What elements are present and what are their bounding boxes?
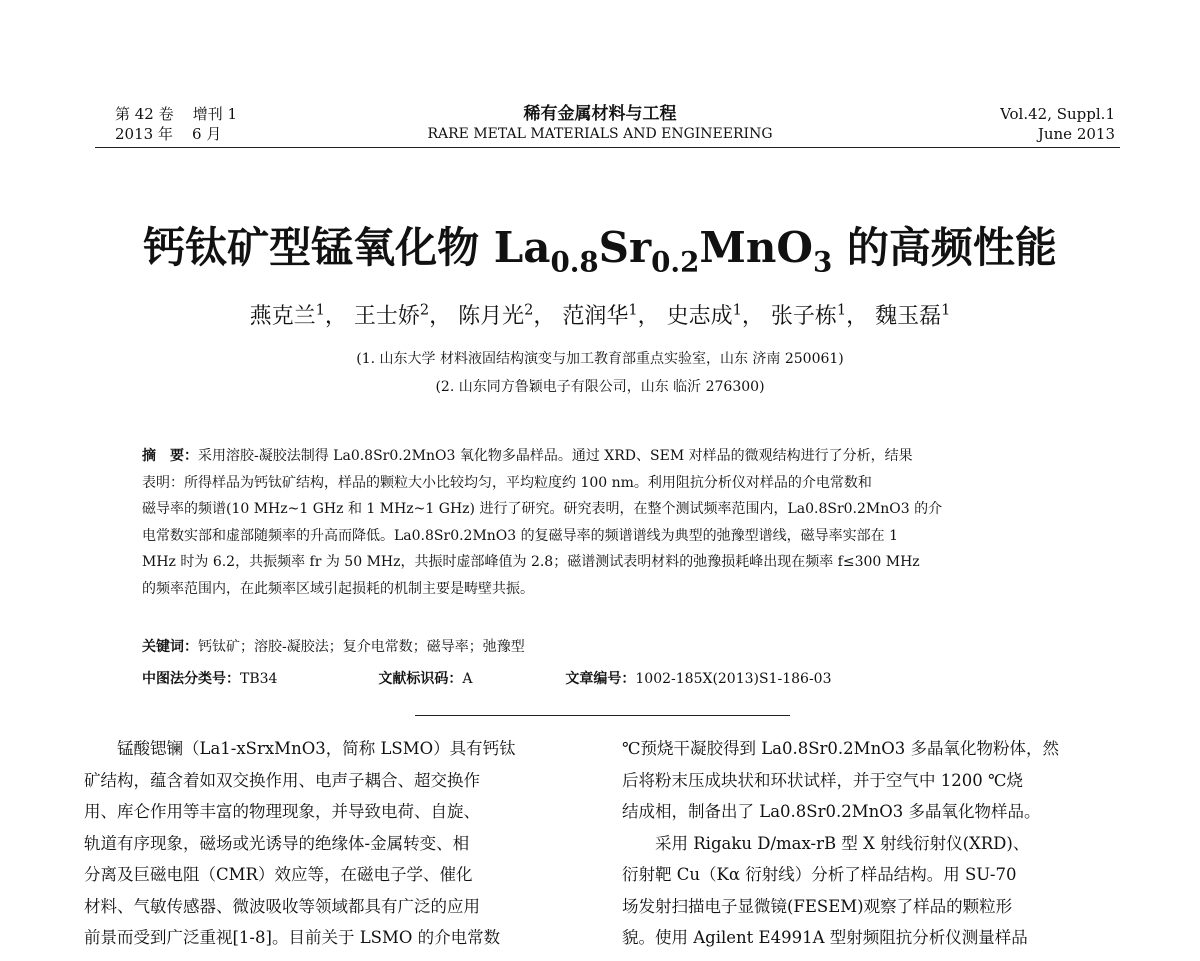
doc-code-value: A (462, 671, 473, 687)
paper-title (0, 220, 1200, 279)
header-volume: 第 42 卷 (115, 105, 174, 123)
left-column (84, 733, 594, 954)
abstract-label: 摘 要： (142, 448, 198, 464)
journal-name-en: RARE METAL MATERIALS AND ENGINEERING (427, 126, 773, 142)
section-divider (415, 715, 790, 716)
clc-value: TB34 (240, 671, 278, 687)
affiliation-2: (2. 山东同方鲁颖电子有限公司，山东 临沂 276300) (435, 379, 765, 395)
clc-label: 中图法分类号： (142, 671, 240, 687)
body-line: 矿结构，蕴含着如双交换作用、电声子耦合、超交换作 (84, 770, 480, 790)
affiliation-1: (1. 山东大学 材料液固结构演变与加工教育部重点实验室，山东 济南 250061) (356, 351, 844, 367)
journal-name-cn: 稀有金属材料与工程 (523, 104, 677, 124)
classification-line (142, 668, 1077, 690)
header-date-en: June 2013 (1037, 125, 1115, 143)
body-line: 采用 Rigaku D/max-rB 型 X 射线衍射仪(XRD)、 (622, 833, 1030, 853)
author: 陈月光$^2$ (458, 302, 534, 329)
abstract (142, 443, 1077, 603)
author: 王士娇$^2$ (353, 302, 430, 329)
body-line: 前景而受到广泛重视[1-8]。目前关于 LSMO 的介电常数 (84, 928, 501, 947)
header-left (115, 104, 237, 144)
abstract-line: 摘 要：采用溶胶-凝胶法制得 La0.8Sr0.2MnO3 氧化物多晶样品。通过 XRD、SEM 对样品的微观结构进行了分析，结果 (142, 448, 913, 464)
body-line: 场发射扫描电子显微镜(FESEM)观察了样品的颗粒形 (622, 896, 1013, 916)
header-month: 6 月 (192, 125, 222, 143)
abstract-line: 磁导率的频谱(10 MHz~1 GHz 和 1 MHz~1 GHz) 进行了研究。研究表明，在整个测试频率范围内，La0.8Sr0.2MnO3 的介 (142, 501, 943, 518)
header-volume-en: Vol.42, Suppl.1 (1000, 105, 1115, 123)
abstract-line: 电常数实部和虚部随频率的升高而降低。La0.8Sr0.2MnO3 的复磁导率的频谱谱线为典型的弛豫型谱线，磁导率实部在 1 (142, 527, 898, 544)
header-right (900, 104, 1115, 144)
body-line: 轨道有序现象，磁场或光诱导的绝缘体-金属转变、相 (84, 833, 470, 853)
body-line: 锰酸锶镧（La1-xSrxMnO3，简称 LSMO）具有钙钛 (84, 739, 516, 758)
formula-la: La (493, 223, 551, 272)
formula-sub-2: 0.2 (651, 245, 700, 279)
title-suffix: 的高频性能 (832, 223, 1057, 272)
formula-sub-1: 0.8 (550, 245, 599, 279)
author: 魏玉磊$^1$ (875, 302, 951, 329)
header-center (380, 104, 820, 144)
right-column (622, 733, 1122, 954)
body-line: 衍射靶 Cu（Kα 衍射线）分析了样品结构。用 SU-70 (622, 865, 1017, 884)
header-year: 2013 年 (115, 125, 173, 143)
author: 燕克兰$^1$ (249, 302, 325, 329)
title-prefix: 钙钛矿型锰氧化物 (143, 223, 494, 272)
author: 张子栋$^1$ (770, 302, 847, 329)
abstract-line: 表明：所得样品为钙钛矿结构，样品的颗粒大小比较均匀，平均粒度约 100 nm。利用阻抗分析仪对样品的介电常数和 (142, 474, 872, 491)
formula-sub-3: 3 (813, 245, 833, 279)
body-line: 材料、气敏传感器、微波吸收等领域都具有广泛的应用 (84, 896, 480, 916)
abstract-line: 的频率范围内，在此频率区域引起损耗的机制主要是畴壁共振。 (142, 580, 534, 597)
author: 史志成$^1$ (666, 302, 742, 329)
keywords-text: 钙钛矿；溶胶-凝胶法；复介电常数；磁导率；弛豫型 (198, 639, 525, 655)
doc-code-label: 文献标识码： (378, 671, 463, 687)
body-line: ℃预烧干凝胶得到 La0.8Sr0.2MnO3 多晶氧化物粉体，然 (622, 739, 1059, 758)
formula-mno: MnO (699, 223, 813, 272)
body-line: 用、库仑作用等丰富的物理现象，并导致电荷、自旋、 (84, 802, 480, 821)
author-list: 燕克兰$^1$， 王士娇$^2$， 陈月光$^2$， 范润华$^1$， 史志成$^1$， 张子栋$^1$， 魏玉磊$^1$ (249, 302, 951, 329)
keywords-label: 关键词： (142, 639, 198, 655)
author: 范润华$^1$ (562, 302, 638, 329)
abstract-line: MHz 时为 6.2，共振频率 fr 为 50 MHz，共振时虚部峰值为 2.8；磁谱测试表明材料的弛豫损耗峰出现在频率 f≤300 MHz (142, 554, 920, 571)
body-line: 分离及巨磁电阻（CMR）效应等，在磁电子学、催化 (84, 865, 473, 884)
formula-sr: Sr (598, 223, 652, 272)
body-line: 结成相，制备出了 La0.8Sr0.2MnO3 多晶氧化物样品。 (622, 802, 1041, 821)
article-number-value: 1002-185X(2013)S1-186-03 (635, 671, 832, 687)
header-supplement: 增刊 1 (192, 105, 238, 123)
article-number-label: 文章编号： (565, 671, 636, 687)
body-line: 貌。使用 Agilent E4991A 型射频阻抗分析仪测量样品 (622, 928, 1028, 947)
keywords (142, 636, 1077, 658)
body-line: 后将粉末压成块状和环状试样，并于空气中 1200 ℃烧 (622, 770, 1023, 790)
header-rule (95, 147, 1120, 148)
title-formula (493, 223, 833, 279)
